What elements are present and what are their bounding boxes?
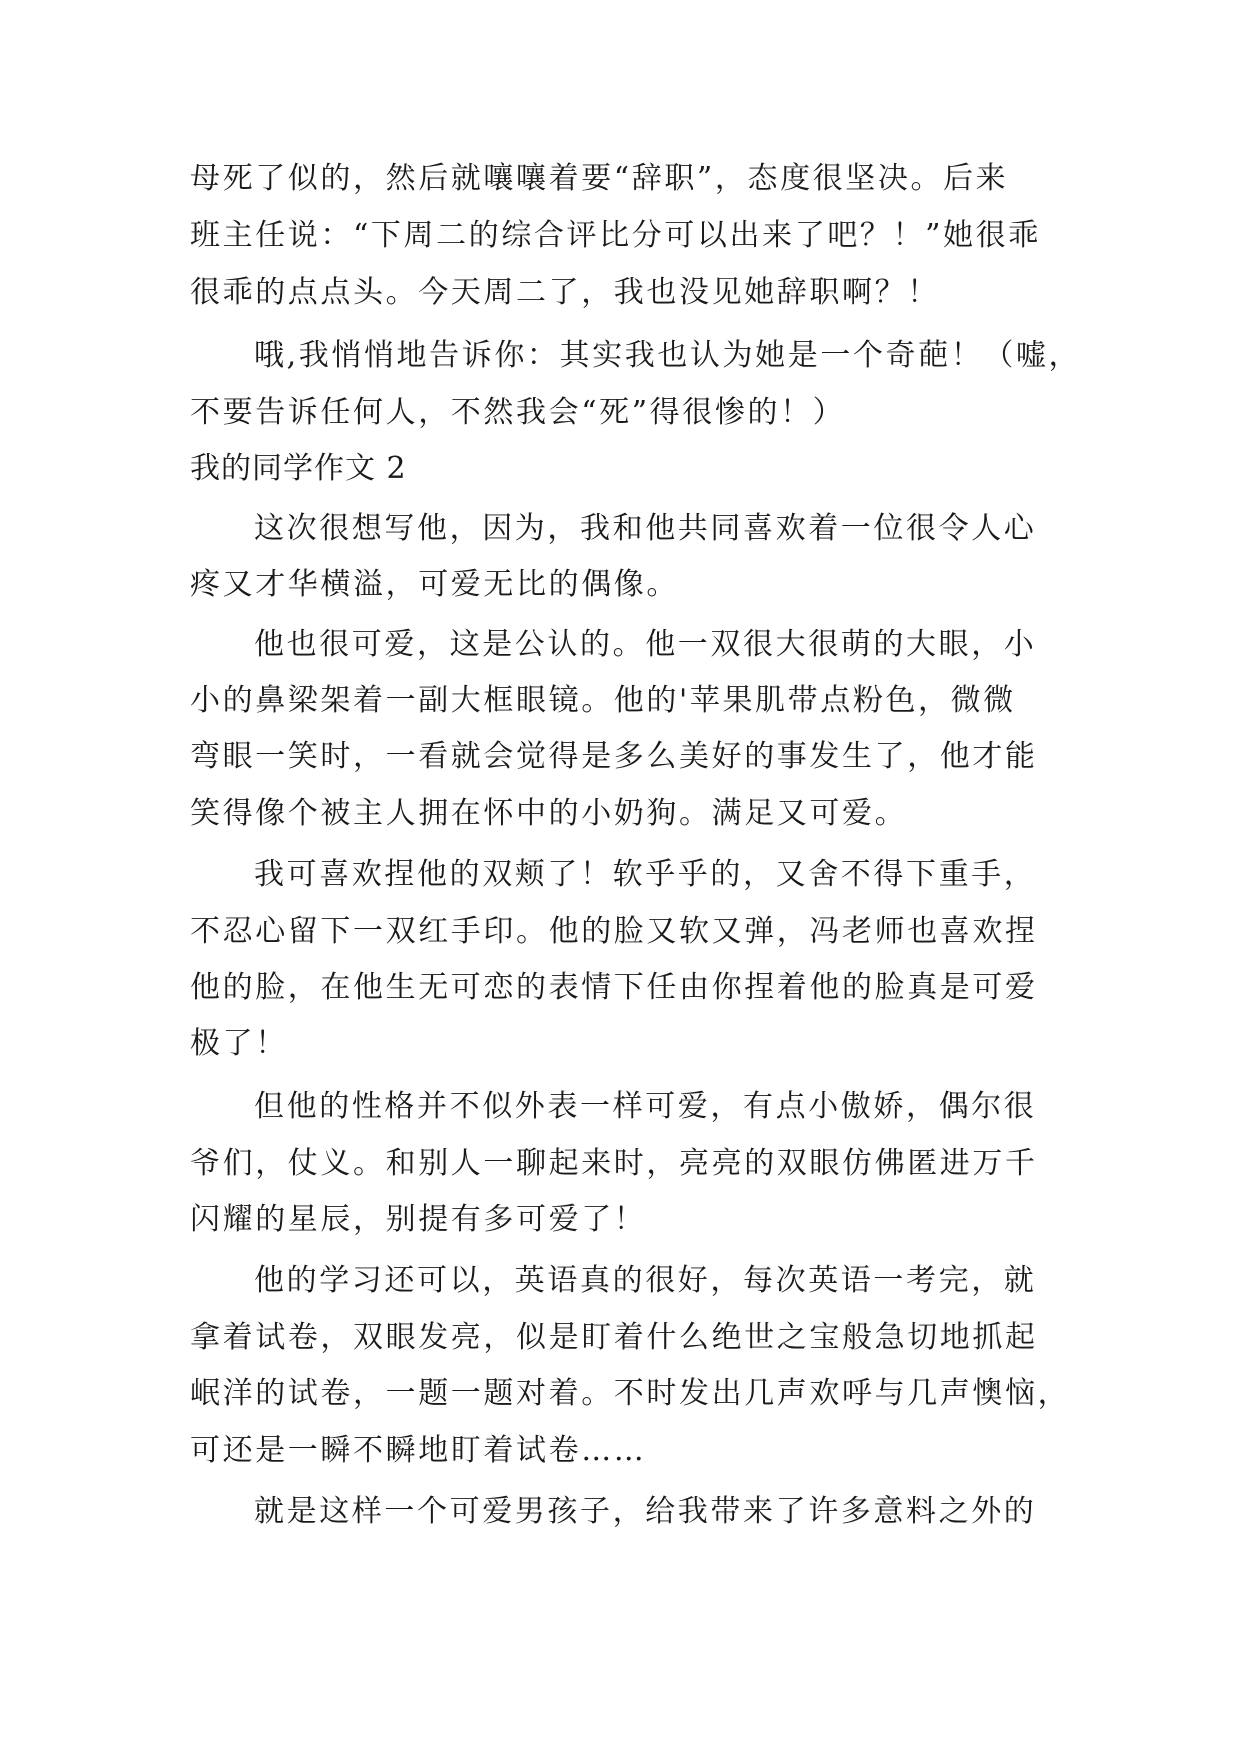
paragraph-start-line: 他的学习还可以，英语真的很好，每次英语一考完，就 [254, 1263, 1037, 1298]
paragraph-start-line: 我可喜欢捏他的双颊了！软乎乎的，又舍不得下重手， [254, 857, 1037, 892]
text-line: 弯眼一笑时，一看就会觉得是多么美好的事发生了，他才能 [190, 739, 1038, 774]
paragraph-start-line: 但他的性格并不似外表一样可爱，有点小傲娇，偶尔很 [254, 1089, 1037, 1124]
text-line: 不要告诉任何人，不然我会“死”得很惨的！） [190, 395, 846, 430]
paragraph-start-line: 就是这样一个可爱男孩子，给我带来了许多意料之外的 [254, 1494, 1037, 1529]
text-line: 爷们，仗义。和别人一聊起来时，亮亮的双眼仿佛匿进万千 [190, 1146, 1038, 1181]
text-line: 不忍心留下一双红手印。他的脸又软又弹，冯老师也喜欢捏 [190, 914, 1038, 949]
paragraph-start-line: 这次很想写他，因为，我和他共同喜欢着一位很令人心 [254, 511, 1037, 546]
text-line: 岷洋的试卷，一题一题对着。不时发出几声欢呼与几声懊恼， [190, 1376, 1071, 1411]
section-heading: 我的同学作文 2 [190, 451, 407, 486]
text-line: 笑得像个被主人拥在怀中的小奶狗。满足又可爱。 [190, 796, 908, 831]
text-line: 疼又才华横溢，可爱无比的偶像。 [190, 567, 679, 602]
text-line: 拿着试卷，双眼发亮，似是盯着什么绝世之宝般急切地抓起 [190, 1320, 1038, 1355]
text-line: 极了！ [190, 1026, 288, 1061]
text-line: 可还是一瞬不瞬地盯着试卷…… [190, 1433, 647, 1468]
text-line: 班主任说：“下周二的综合评比分可以出来了吧？！”她很乖 [190, 218, 1041, 253]
text-line: 母死了似的，然后就嚷嚷着要“辞职”，态度很坚决。后来 [190, 161, 1009, 196]
text-line: 很乖的点点头。今天周二了，我也没见她辞职啊？！ [190, 275, 940, 310]
text-line: 闪耀的星辰，别提有多可爱了！ [190, 1202, 647, 1237]
paragraph-start-line: 他也很可爱，这是公认的。他一双很大很萌的大眼，小 [254, 627, 1037, 662]
paragraph-start-line: 哦,我悄悄地告诉你：其实我也认为她是一个奇葩！（嘘， [254, 338, 1082, 373]
text-line: 小的鼻梁架着一副大框眼镜。他的'苹果肌带点粉色，微微 [190, 683, 1016, 718]
text-line: 他的脸，在他生无可恋的表情下任由你捏着他的脸真是可爱 [190, 970, 1038, 1005]
